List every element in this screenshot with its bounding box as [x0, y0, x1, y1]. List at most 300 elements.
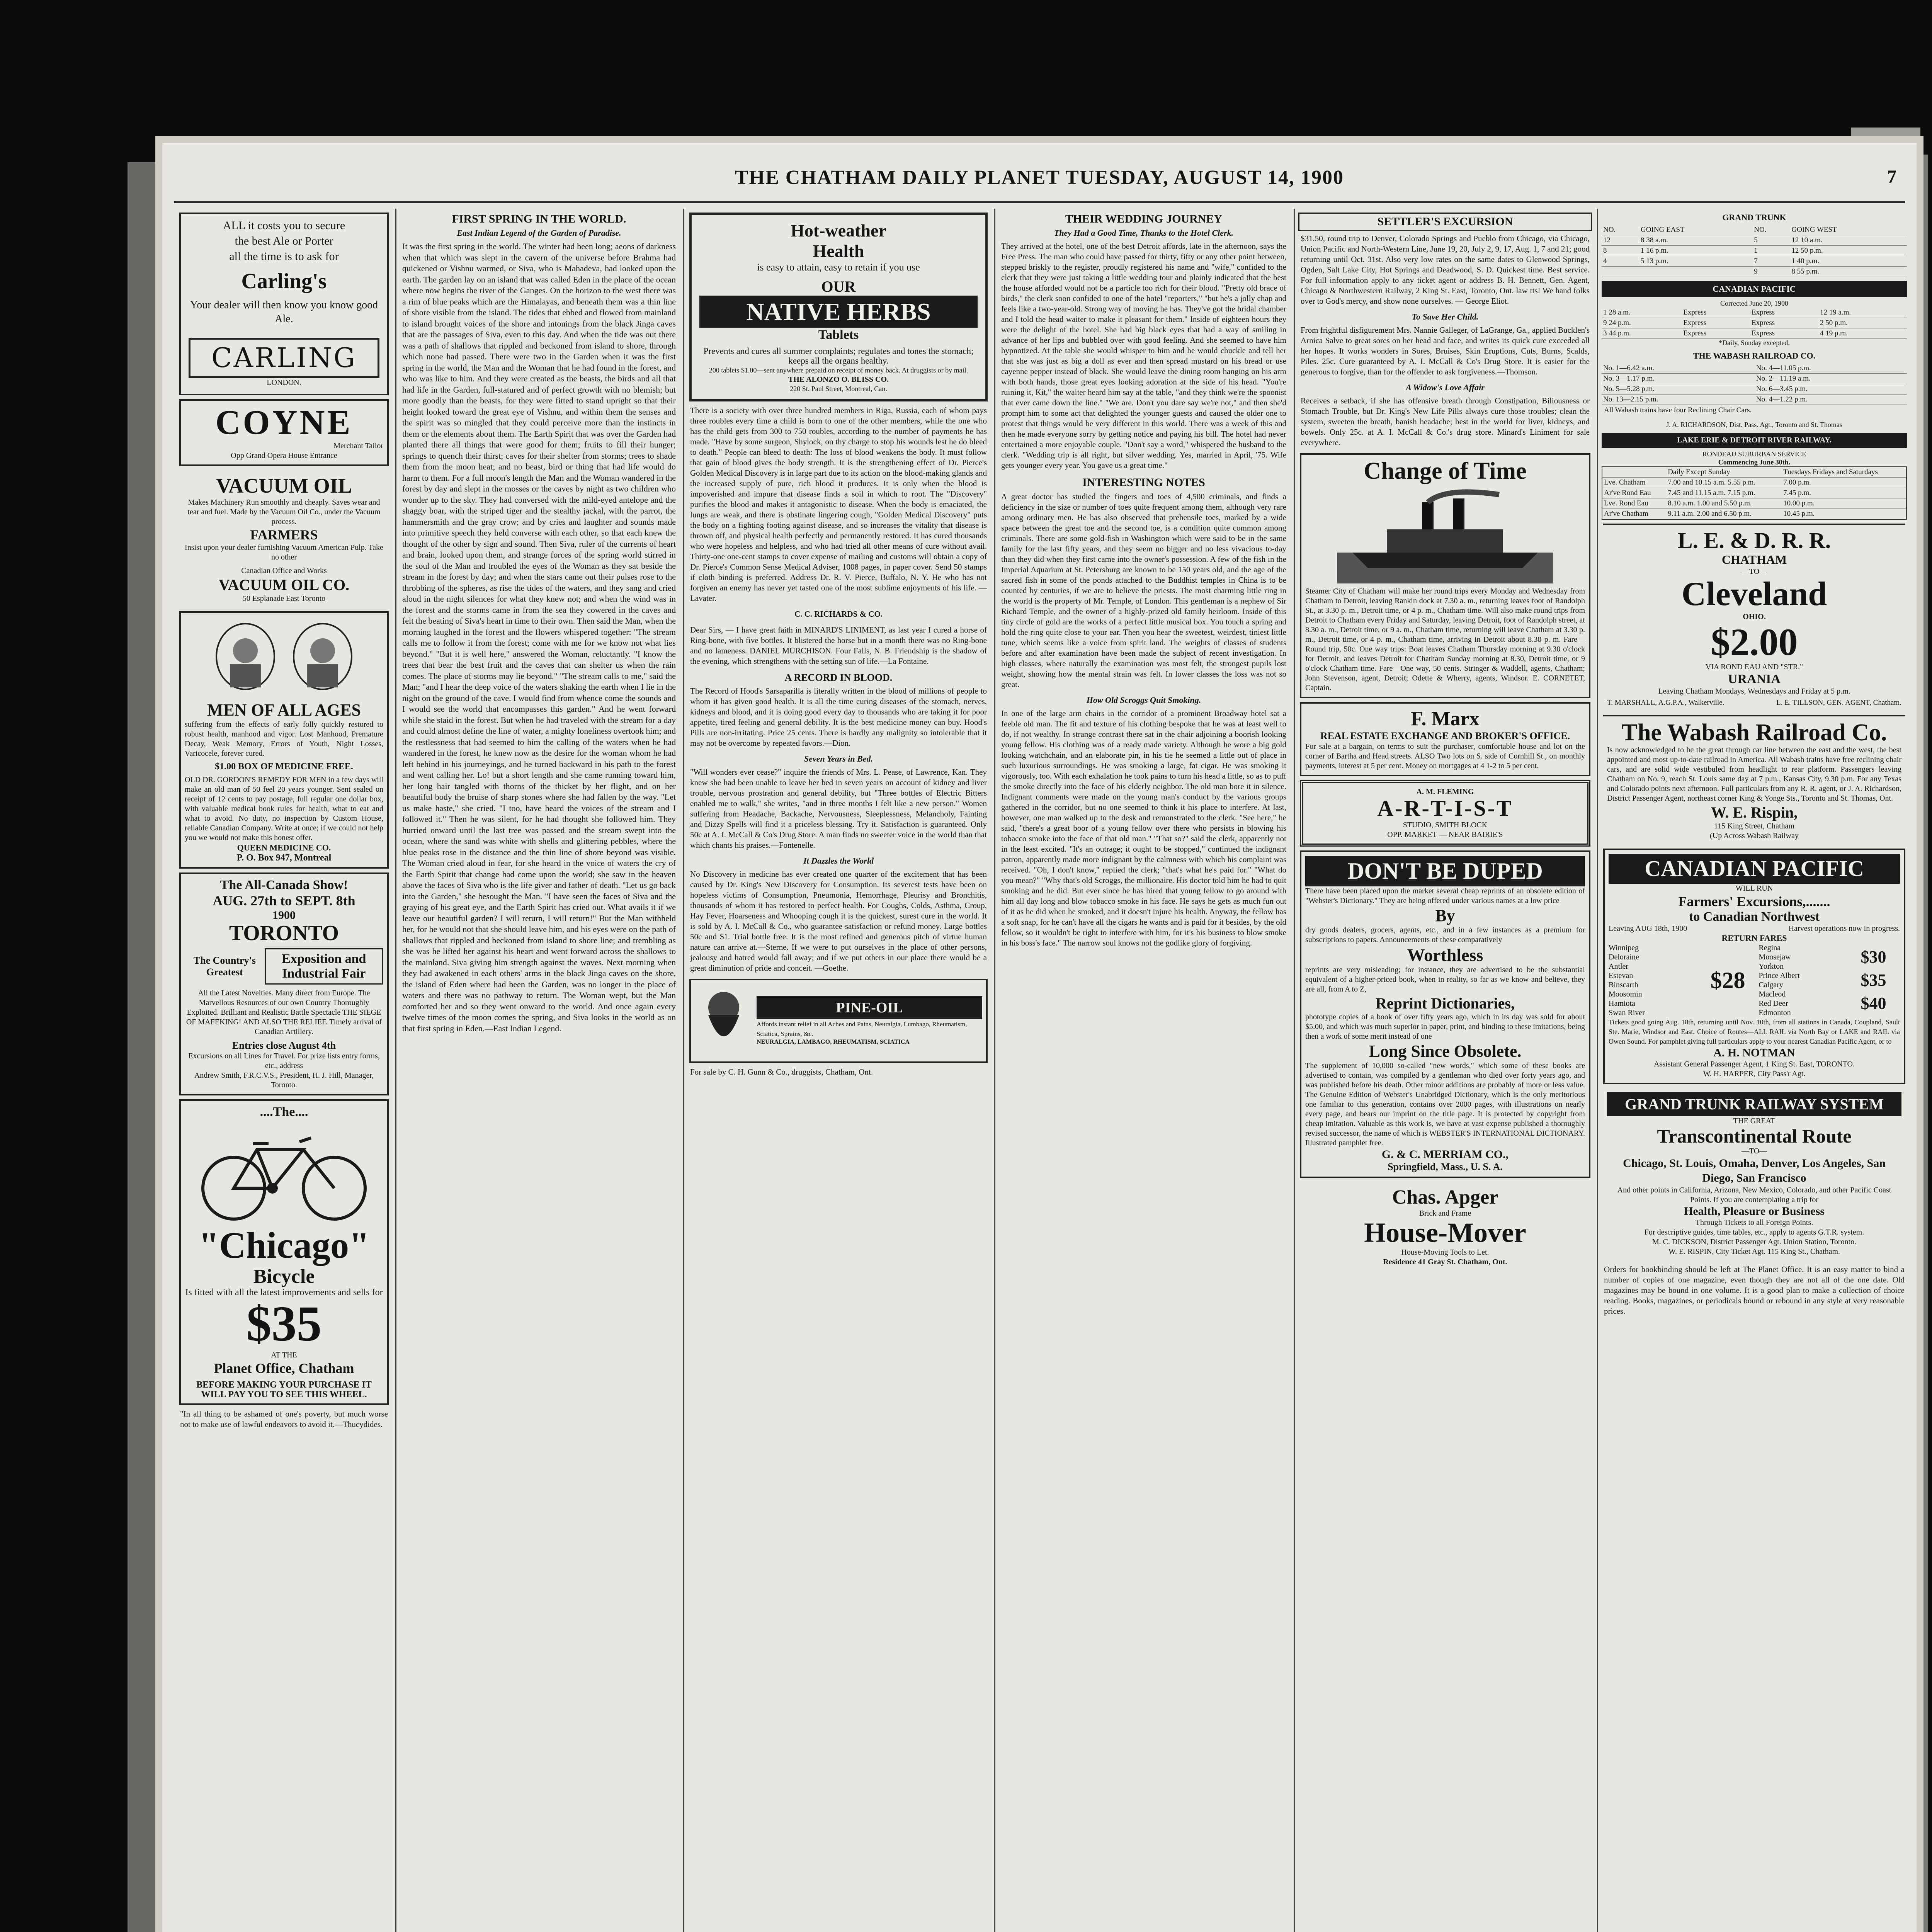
table-cell: Lve. Chatham [1602, 478, 1666, 488]
duped-body: There have been placed upon the market several cheap reprints of an obsolete edition of "Webster's Dictionary." They are being offered under various names at a low price [1305, 886, 1585, 905]
herbs-body: Prevents and cures all summer complaints; regulates and tones the stomach; keeps all the organs healthy. [703, 346, 974, 366]
planet-office: Planet Office, Chatham [214, 1360, 354, 1376]
herbs-line: is easy to attain, easy to retain if you use [757, 262, 920, 273]
column-rule [994, 209, 995, 1932]
table-cell: Express [1682, 308, 1750, 318]
vacuum-address: 50 Esplanade East Toronto [242, 594, 326, 603]
rispin-city-agent: W. E. RISPIN, City Ticket Agt. 115 King St., Chatham. [1668, 1247, 1840, 1256]
route-to: —TO— [1741, 1146, 1767, 1155]
lake-erie-subtitle: RONDEAU SUBURBAN SERVICE [1702, 450, 1806, 458]
table-cell: 8 [1602, 246, 1639, 256]
chicago-bicycle-ad [179, 1099, 389, 1405]
marx-ad [1300, 702, 1590, 776]
station-name: Edmonton [1759, 1009, 1791, 1017]
table-cell: 12 10 a.m. [1790, 235, 1907, 246]
change-of-time-ad [1300, 453, 1590, 698]
column-header [1602, 467, 1666, 478]
notman-address: Assistant General Passenger Agent, 1 King St. East, TORONTO. [1654, 1060, 1855, 1069]
table-row [1602, 267, 1907, 277]
table-cell: No. 6—3.45 p.m. [1755, 384, 1907, 395]
led-via: VIA ROND EAU AND "STR." [1705, 663, 1803, 672]
station-name: Moosomin [1609, 990, 1642, 999]
fare-price: $30 [1861, 947, 1886, 967]
table-cell: 1 [1752, 246, 1790, 256]
table-cell: 7.00 and 10.15 a.m. 5.55 p.m. [1666, 478, 1782, 488]
coyne-address: Opp Grand Opera House Entrance [231, 451, 337, 460]
table-cell: 9 [1752, 267, 1790, 277]
marx-name: F. Marx [1411, 708, 1480, 730]
show-excursions: Excursions on all Lines for Travel. For prize lists entry forms, etc., address [188, 1052, 380, 1070]
obsolete-label: Long Since Obsolete. [1369, 1041, 1522, 1061]
cp2-leaving: Leaving AUG 18th, 1900 [1609, 924, 1687, 933]
vacuum-body: Makes Machinery Run smoothly and cheaply. Saves wear and tear and fuel. Made by the Vacuum Oil Co., under the Vacuum process. [187, 498, 381, 526]
carling-line: the best Ale or Porter [235, 235, 333, 247]
health-label: Health, Pleasure or Business [1684, 1204, 1825, 1218]
column-3 [688, 209, 989, 1932]
cp2-will-run: WILL RUN [1735, 884, 1773, 893]
dickson-name: M. C. DICKSON, District Passenger Agt. Union Station, Toronto. [1652, 1237, 1857, 1246]
wabash-note: All Wabash trains have four Reclining Chair Cars. [1604, 406, 1752, 414]
vacuum-office: Canadian Office and Works [241, 566, 327, 575]
table-row [1602, 488, 1906, 498]
canadian-pacific-header: CANADIAN PACIFIC [1602, 281, 1907, 297]
richards-name: C. C. RICHARDS & CO. [794, 609, 883, 619]
widow-headline: A Widow's Love Affair [1406, 383, 1485, 392]
table-cell: 5 [1752, 235, 1790, 246]
apger-name: Chas. Apger [1392, 1186, 1498, 1208]
notman-name: A. H. NOTMAN [1713, 1046, 1795, 1060]
masthead-title: THE CHATHAM DAILY PLANET TUESDAY, AUGUST 14, 1900 [735, 167, 1344, 189]
table-cell: 7.00 p.m. [1782, 478, 1906, 488]
show-dates: AUG. 27th to SEPT. 8th [213, 893, 355, 908]
cp-corrected: Corrected June 20, 1900 [1720, 299, 1788, 307]
bookbinding-notice: Orders for bookbinding should be left at The Planet Office. It is an easy matter to bind a number of copies of one magazine, even though they are not all of the one date. Old magazines may be bound in one volume. It is a good plan to make a collection of choice reading. Books, magazines, or periodicals bound or rebound in any style at very reasonable prices. [1604, 1264, 1905, 1316]
men-body: suffering from the effects of early folly quickly restored to robust health, manhood and vigor. Lost Manhood, Premature Decay, Weak Memory, Errors of Youth, Night Losses, Varicocele, forever cured. [185, 720, 383, 758]
table-cell: Ar've Chatham [1602, 509, 1666, 520]
column-2-article [400, 209, 678, 1932]
duped-headline: DON'T BE DUPED [1305, 856, 1585, 886]
cp2-mid-price: $28 [1710, 967, 1745, 993]
pine-oil-ad [689, 979, 988, 1063]
column-4 [999, 209, 1289, 1932]
table-cell: Express [1682, 328, 1750, 339]
table-cell: 10.00 p.m. [1782, 498, 1906, 509]
marx-body: For sale at a bargain, on terms to suit the purchaser, comfortable house and lot on the corner of Bartha and Head streets. ALSO Two lots on S. side of Cornhill St., on monthly payments, interest at 5 per cent. Money on mortgages at 4 1-2 to 5 per cent. [1305, 742, 1585, 770]
interesting-notes-headline: INTERESTING NOTES [1082, 476, 1205, 489]
cp2-return: RETURN FARES [1721, 933, 1787, 943]
table-row [1602, 384, 1907, 395]
col3-body-1: There is a society with over three hundred members in Riga, Russia, each of whom pays three roubles every time a child is born to one of the other members, while the one who has the child gets from 300 to 750 roubles, according to the number of payments he has made. "Have by some surgeon, Shylock, on thy charge to stop his wounds lest he do bleed to death." People can bleed to death: The loss of blood weakens the body. It must follow that gain of blood gives the body strength. It is the strengthening effect of Dr. Pierce's Golden Medical Discovery is in large part due to its action on the blood-making glands and the increased supply of pure, rich blood it produces. It is only when the blood is impoverished and impure that disease finds a soil in which to root. The "Discovery" purifies the blood and makes it antagonistic to disease. When the body is emaciated, the lungs are weak, and there is obstinate lingering cough, "Golden Medical Discovery" puts the body on a fighting footing against disease, and so increases the vitality that disease is thrown off, and physical health perfectly and permanently restored. It has cured thousands who were hopeless and helpless, and who had tried all other means of cure without avail. Thirty-one one-cent stamps to cover expense of mailing and customs will obtain a copy of Dr. Pierce's Common Sense Medical Adviser, 1008 pages, in paper cover. Send 50 stamps if cloth binding is preferred. Address Dr. R. V. Pierce, Buffalo, N. Y. He who has not forgiven an enemy has never yet tasted one of the most sublime enjoyments of his life. —Lavater. [690, 406, 987, 603]
herbs-price: 200 tablets $1.00—sent anywhere prepaid on receipt of money back. At druggists or by mail. [709, 366, 968, 374]
table-cell: 9.11 a.m. 2.00 and 6.50 p.m. [1666, 509, 1782, 520]
smoking-headline: How Old Scroggs Quit Smoking. [1086, 695, 1201, 705]
cp2-title: CANADIAN PACIFIC [1609, 854, 1900, 884]
route-title: Transcontinental Route [1657, 1125, 1852, 1147]
station-name: Moosejaw [1759, 953, 1791, 962]
wedding-journey-headline: THEIR WEDDING JOURNEY [1065, 213, 1223, 225]
descriptive-guides: For descriptive guides, time tables, etc., apply to agents G.T.R. system. [1644, 1228, 1864, 1236]
show-title: The All-Canada Show! [220, 878, 348, 892]
table-row [1602, 318, 1907, 328]
before-purchase: BEFORE MAKING YOUR PURCHASE IT WILL PAY YOU TO SEE THIS WHEEL. [196, 1379, 372, 1400]
pine-oil-tag: NEURALGIA, LAMBAGO, RHEUMATISM, SCIATICA [757, 1039, 910, 1046]
lake-erie-header: LAKE ERIE & DETROIT RIVER RAILWAY. [1602, 433, 1907, 448]
canadian-pacific-table [1602, 308, 1907, 339]
fleming-name: A. M. FLEMING [1416, 787, 1474, 796]
thucydides-quote: "In all thing to be ashamed of one's poverty, but much worse not to make use of lawful endeavors to avoid it.—Thucydides. [180, 1409, 388, 1429]
widow-body: Receives a setback, if she has offensive breath through Constipation, Biliousness or Stomach Trouble, but Dr. King's New Life Pills always cure those troubles; clean the system, sweeten the breath, banish headache; best in the world for liver, kidneys, and bowels. Only 25c. at A. I. McCall & Co.'s drug store. Minard's Liniment for sale everywhere. [1301, 396, 1590, 447]
fare-price: $35 [1861, 971, 1886, 990]
table-cell: 1 28 a.m. [1602, 308, 1682, 318]
station-name: Regina [1759, 944, 1781, 952]
station-name: Red Deer [1759, 999, 1788, 1008]
table-cell: 8 55 p.m. [1790, 267, 1907, 277]
change-body: Steamer City of Chatham will make her round trips every Monday and Wednesday from Chatham to Detroit, leaving Rankin dock at 7.30 a. m., returning leaves foot of Randolph St., at 3.30 p. m., Detroit time, or 4 p. m., Chatham time. Will also make round trips from Detroit to Chatham every Friday and Saturday, leaving Detroit, foot of Randolph street, at 8.30 a. m., Detroit time, or 9 a. m., Chatham time, returning will leave Chatham at 3.30 p. m., Detroit time, or 4 p. m., Chatham time, arriving in Detroit about 8.30 p. m. Fare—Round trip, 50c. One way trips: Boat leaves Chatham Thursday morning at 9.30 o'clock for Detroit, and leaves Detroit for Chatham Sunday morning at 8.30, Detroit time, or 9 o'clock Chatham time. Fare—One way, 50 cents. Stringer & Waddell, agents, Chatham; John Stevenson, agent, Detroit; Odette & Wherry, agents, Windsor. E. CORNETET, Captain. [1305, 587, 1585, 692]
herbs-company: THE ALONZO O. BLISS CO. [788, 375, 889, 384]
harper-name: W. H. HARPER, City Pass'r Agt. [1703, 1070, 1806, 1078]
herbs-address: 220 St. Paul Street, Montreal, Can. [790, 385, 887, 393]
station-name: Winnipeg [1609, 944, 1639, 952]
chicago-name: "Chicago" [198, 1225, 370, 1266]
worthless-label: Worthless [1407, 945, 1483, 965]
table-header-row [1602, 225, 1907, 235]
seven-years-headline: Seven Years in Bed. [804, 754, 873, 764]
table-row [1602, 308, 1907, 318]
wabash-title: The Wabash Railroad Co. [1621, 719, 1887, 746]
table-header-row [1602, 467, 1906, 478]
table-cell: No. 5—5.28 p.m. [1602, 384, 1755, 395]
pine-oil-text [757, 996, 982, 1046]
column-header: NO. [1602, 225, 1639, 235]
table-cell: 12 50 p.m. [1790, 246, 1907, 256]
col3-body-4: "Will wonders ever cease?" inquire the friends of Mrs. L. Pease, of Lawrence, Kan. They knew she had been unable to leave her bed in seven years on account of kidney and liver trouble, nervous prostration and general debility, but "Three bottles of Electric Bitters enabled me to walk," she writes, "and in three months I felt like a new person." Women suffering from Headache, Backache, Nervousness, Sleeplessness, Melancholy, Fainting and Dizzy Spells will find it a priceless blessing. Try it. Satisfaction is guaranteed. Only 50c at A. I. McCall & Co's Drug Store. A man finds no sweeter voice in the world than that which chants his praises.—Fontenelle. [690, 767, 987, 850]
table-cell: No. 1—6.42 a.m. [1602, 363, 1755, 374]
table-cell: 12 [1602, 235, 1639, 246]
led-rr-ad [1603, 524, 1905, 711]
table-row [1602, 374, 1907, 384]
table-row [1602, 498, 1906, 509]
table-cell: 2 50 p.m. [1818, 318, 1907, 328]
men-body-2: OLD DR. GORDON'S REMEDY FOR MEN in a few days will make an old man of 50 feel 20 years younger. Sent sealed on receipt of 12 cents to pay postage, full regular one dollar box, with valuable medical book rules for health, what to eat and what to avoid. No duty, no inspection by Custom House, reliable Canadian Company. Write at once; if we could not help you we would not make this honest offer. [185, 775, 383, 842]
column-header: NO. [1752, 225, 1790, 235]
herbs-head-1: Hot-weather [791, 221, 886, 240]
wabash-railroad-ad [1603, 715, 1905, 845]
station-name: Binscarth [1609, 981, 1638, 990]
column-rule [1597, 209, 1598, 1932]
gtr-title: GRAND TRUNK RAILWAY SYSTEM [1607, 1092, 1901, 1116]
urania-label: URANIA [1728, 672, 1781, 687]
carling-logo-text: CARLING [189, 338, 379, 378]
grand-trunk-table [1602, 225, 1907, 277]
ohio-label: OHIO. [1743, 612, 1766, 621]
coyne-name: COYNE [215, 403, 353, 442]
cp-note: *Daily, Sunday excepted. [1719, 339, 1790, 347]
table-cell: Express [1750, 328, 1818, 339]
column-header: GOING WEST [1790, 225, 1907, 235]
cp2-body: Tickets good going Aug. 18th, returning until Nov. 10th, from all stations in Canada, Coupland, Sault Ste. Marie, Windsor and East. Choice of Routes—ALL RAIL via North Bay or LAKE and RAIL via Owen Sound. For pamphlet giving full particulars apply to your nearest Canadian Pacific Agent, or to [1609, 1018, 1900, 1046]
column-header: Daily Except Sunday [1666, 467, 1782, 478]
men-title: MEN OF ALL AGES [207, 700, 361, 719]
col3-body-5: No Discovery in medicine has ever created one quarter of the excitement that has been caused by Dr. King's New Discovery for Consumption. Its severest tests have been on hopeless victims of Consumption, Pneumonia, Hemorrhage, Pleurisy and Bronchitis, thousands of whom it has restored to perfect health. For Coughs, Colds, Asthma, Croup, Hay Fever, Hoarseness and Whooping cough it is the quickest, surest cure in the world. It is sold by A. I. McCall & Co., who guarantee satisfaction or refund money. Large bottles 50c and $1. Trial bottle free. It is the most refined and generous pitch of virtue human nature can arrive at.—Sterne. If we were to put ourselves in the place of other persons, jealousy and hatred would fall away; and if we put others in our place there would be a great diminution of pride and conceit. —Goethe. [690, 869, 987, 973]
table-cell: Ar've Rond Eau [1602, 488, 1666, 498]
herbs-our: OUR [821, 278, 856, 295]
table-row [1602, 363, 1907, 374]
col3-body-2: Dear Sirs, — I have great faith in MINARD'S LINIMENT, as last year I cured a horse of Ring-bone, with five bottles. It blistered the horse but in a month there was no Ring-bone and no lameness. DANIEL MURCHISON. Four Falls, N. B. Friendship is the shadow of the evening, which strengthens with the setting sun of life.—La Fontaine. [690, 625, 987, 666]
bicycle-price: $35 [246, 1296, 322, 1352]
table-cell: 9 24 p.m. [1602, 318, 1682, 328]
table-row [1602, 235, 1907, 246]
table-cell: 1 40 p.m. [1790, 256, 1907, 267]
portrait-engraving-icon [203, 620, 365, 697]
route-body: And other points in California, Arizona, New Mexico, Colorado, and other Pacific Coast Points. If you are contemplating a trip for [1617, 1185, 1891, 1204]
dont-be-duped-ad [1300, 850, 1590, 1178]
rispin-address: 115 King Street, Chatham [1714, 822, 1795, 831]
column-5 [1298, 209, 1592, 1932]
table-cell: 3 44 p.m. [1602, 328, 1682, 339]
wedding-journey-body: They arrived at the hotel, one of the best Detroit affords, late in the afternoon, says the Free Press. The man who could have passed for thirty, fifty or any other point between, stepped briskly to the register, proudly registered his name and "wife," confided to the clerk that they were just taking a little wedding tour and plainly indicated that the best the house afforded would not be a particle too rich for their blood. "Pretty old brace of birds," the clerk soon confided to one of the hotel "reporters," "but he's a jolly chap and feels like a two-year-old. Strong way of moving he has. They've got the bridal chamber and I told the head waiter to make it pleasant for them." Inside of eighteen hours they were the delight of the hotel. She had big black eyes that had a way of smiling in advance of her lips and bubbled over with good feeling. And she seemed to have him hypnotized. At the table she would whisper to him and he would chuckle and tell her that she was just as big a doll as ever and then spread mustard on his bread or use cayenne pepper instead of black. She would leave the dining room hanging on his arm with both hands, those great eyes looking adoration at the side of his head. "You're ruining it, Kit," the waiter heard him say at the table, "and they think we're the spoonist that ever came down the line." "We are. Don't you dare say we're not," and then she'd prompt him to some act that delighted the younger guests and caused the older one to protest that things would be very different in this world. There was a week of this and then he made everyone sorry by getting notice and paying his bill. The hotel had never entertained a more enjoyable couple. "Don't say a word," whispered the husband to the clerk. "Wedding trip is all right, but silver wedding. Yes, married in April, '75. Wife gets younger every year. You gave us a great time." [1001, 242, 1286, 470]
column-header: GOING EAST [1639, 225, 1752, 235]
station-name: Macleod [1759, 990, 1786, 999]
at-the: AT THE [271, 1350, 297, 1359]
cp2-harvest: Harvest operations now in progress. [1788, 924, 1900, 933]
table-cell: Express [1750, 318, 1818, 328]
steamer-icon [1337, 487, 1553, 583]
save-child-body: From frightful disfigurement Mrs. Nannie Galleger, of LaGrange, Ga., applied Bucklen's Arnica Salve to great sores on her head and face, and writes its quick cure exceeded all her hopes. It works wonders in Sores, Bruises, Skin Eruptions, Cuts, Burns, Scalds, Piles. 25c. Cure guaranteed by A. I. McCall & Co's Drug Store. It is easier for the generous to forgive, than for the offender to ask forgiveness.—Thomson. [1301, 325, 1590, 376]
table-cell: 12 19 a.m. [1818, 308, 1907, 318]
fleming-ad [1300, 780, 1590, 847]
wedding-journey-subhead: They Had a Good Time, Thanks to the Hotel Clerk. [1054, 228, 1234, 238]
wabash-table [1602, 363, 1907, 405]
cp2-right-list [1759, 943, 1847, 1017]
vacuum-title: VACUUM OIL [216, 474, 352, 497]
bicycle-label: Bicycle [253, 1265, 315, 1288]
native-herbs-ad [689, 213, 988, 401]
pine-oil-name: PINE-OIL [757, 996, 982, 1019]
table-cell: 5 13 p.m. [1639, 256, 1752, 267]
dazzles-headline: It Dazzles the World [803, 856, 874, 866]
apger-body: House-Moving Tools to Let. [1401, 1248, 1489, 1257]
route-cities: Chicago, St. Louis, Omaha, Denver, Los Angeles, San Diego, San Francisco [1623, 1156, 1886, 1184]
cp2-price-list [1847, 946, 1900, 1015]
table-cell: No. 4—1.22 p.m. [1755, 395, 1907, 405]
table-cell: 4 19 p.m. [1818, 328, 1907, 339]
house-mover-label: House-Mover [1364, 1217, 1526, 1248]
table-row [1602, 256, 1907, 267]
save-child-headline: To Save Her Child. [1412, 312, 1479, 321]
herbs-tablets: Tablets [818, 328, 859, 342]
vacuum-company: VACUUM OIL CO. [218, 576, 350, 594]
pine-oil-body: Affords instant relief in all Aches and Pains, Neuralgia, Lumbago, Rheumatism, Sciatica, Sprains, &c. [757, 1020, 967, 1038]
show-contact: Andrew Smith, F.R.C.V.S., President, H. J. Hill, Manager, Toronto. [194, 1071, 374, 1090]
merriam-address: Springfield, Mass., U. S. A. [1388, 1161, 1503, 1172]
duped-body-5: The supplement of 10,000 so-called "new words," which some of these books are advertised to contain, was compiled by a gentleman who died over forty years ago, and was published before his death. Other minor additions are probably of more or less value. The Genuine Edition of Webster's Unabridged Dictionary, which is the only meritorious one familiar to this generation, contains over 2000 pages, with illustrations on nearly every page, and bears our imprint on the title page. It is protected by copyright from cheap imitation. Valuable as this work is, we have at vast expense published a thoroughly revised successor, the name of which is WEBSTER'S INTERNATIONAL DICTIONARY. Illustrated pamphlet free. [1305, 1061, 1585, 1147]
men-company: QUEEN MEDICINE CO. [237, 842, 331, 852]
carling-logo [189, 338, 379, 388]
men-of-all-ages-ad [179, 611, 389, 869]
artist-label: A-R-T-I-S-T [1377, 796, 1513, 821]
table-row [1602, 395, 1907, 405]
station-name: Swan River [1609, 1009, 1645, 1017]
duped-body-4: phototype copies of a book of over fifty years ago, which in its day was sold for about $5.00, and which was much superior in paper, print, and binding to these imitations, being then a work of some merit instead of one [1305, 1012, 1585, 1041]
show-banner [185, 948, 383, 985]
cp2-fares [1609, 943, 1900, 1017]
table-cell: Express [1750, 308, 1818, 318]
apger-ad [1300, 1182, 1590, 1271]
table-cell: No. 2—11.19 a.m. [1755, 374, 1907, 384]
led-schedule: Leaving Chatham Mondays, Wednesdays and Friday at 5 p.m. [1658, 687, 1850, 696]
canadian-pacific-excursion-ad [1603, 849, 1905, 1084]
settlers-excursion-headline: SETTLER'S EXCURSION [1298, 213, 1592, 231]
table-row [1602, 509, 1906, 520]
pine-oil-sale: For sale by C. H. Gunn & Co., druggists, Chatham, Ont. [690, 1067, 873, 1077]
show-city: TORONTO [229, 921, 339, 945]
grand-trunk-header: GRAND TRUNK [1722, 213, 1786, 222]
table-cell: 8.10 a.m. 1.00 and 5.50 p.m. [1666, 498, 1782, 509]
table-cell: No. 3—1.17 p.m. [1602, 374, 1755, 384]
all-canada-show-ad [179, 872, 389, 1096]
first-spring-body: It was the first spring in the world. The winter had been long; aeons of darkness when that which was slept in the cavern of the universe before Brahma had quickened or Vishnu warmed, or Siva, who is Mahadeva, had looked upon the earth. The garden lay on an island that was called Eden in the place of the ocean where now begins the river of the Ganges. On the horizon to the west there was a rim of blue peaks which are the Himalayas, and beneath them was a thin line of shore visible from the island. The tides that ebbed and flowed from mainland to island brought voices of the shore and intonings from the black Jinga caves that are the passages of Siva, even to this day. And when the tide was out there was a path of shallows that rippled and beckoned from island to shore, through which none had passed. There were two in the Garden when it was the first spring in the world, the Man and the Woman that he had found in the forest, and who was like to him. And they were created as the beasts, the birds and all that had life in the Garden, full-statured and of perfect growth with no blemish; but more goodly than the beasts, for they were fitted to stand upright so that their height looked toward the great eye of Vishnu, and within them the senses and the spirit was so mingled that they could perceive more than the instincts in them or the elements about them. The Earth Spirit that was over the Garden had planted there all things that were good for them; fruits to fill their hunger; springs to quench their thirst; caves for their shelter from storms; trees to shade them from the moon heat; and no beast, bird or thing that had life would do harm to them. For a full moon's length the Man and the Woman wandered in the forest by day and slept in the mosses or the caves by night as two children who wonder up to the sky. They had conversed with the mild-eyed antelope and the shaggy boar, with the striped tiger and the stealthy jackal, with the parrot, the hammersmith and the gray crow; and by cries and laughter and sounds made into primitive speech they held converse with each other, so that each knew the thought of the other by sign and sound. Then Siva, ruler of the currents of heart and brain, looked upon them, and strange forces of the spring world stirred in the soul of the Man and troubled the eyes of the Woman as they sat beside the stream in the forest by day; and when the stars came out their pulses rose to the throbbing of the spheres, as rise the tides of the waters, and they sang and cried aloud in the night silences for what they knew not; and when the wind was in the forest and the storms came in from the sea they cowered in the caves and felt the beating of Siva's heart in time to their own. Then said the Man, when the morning laughed in the forest and the flowers whispered together: "The stream calls me to follow it from the forest; come with me for we know not what lies beyond." "But it is well here," answered the Woman, reluctantly. "I know the trees that bear the best fruit and the caves that can shelter us when the rain comes. The place of storms may lie beyond." "The stream calls to me," said the Man; "and I hear the deep voice of the waters shaking the earth when I lie in the night on the ground of the cave. I would find from whence come the sounds and I would see the world that encompasses this garden." And he went forward while she staid in the forest. But when he had traveled with the stream for a day and could almost define the line of water, a mighty loneliness overtook him; and the restlessness that had seemed to him the calling of the waters when he had wandered in the forest, he knew now as the desire for the woman whom he had left behind in his journeyings, and he turned backward in his path to the forest and went calling her. Lo! but a short length and she came running toward him, her long hair tangled with thorns of the thicket by her flight, and on her beautiful body the bruise of sharp stones where she had fallen by the way. "Let us make haste," she cried. "I too, have heard the voices of the stream and I followed it." Then he was silent, for he had thought she followed him. They hurried onward until the last tree was passed and the stream swept into the ocean, where the sand was white with shells and glittering pebbles, where the blue peaks rose in the distance and the thin line of shore beyond was visible. The Woman cried aloud in fear, for she heard in the voice of waters the cry of the Earth Spirit that change had come upon the world; she saw in the heaven above the faces of Siva who is the life giver and father of death. "Let us go back into the Garden," she besought the Man. "I have seen the faces of Siva and the graying of his great eye, and the Earth Spirit has cried out. What avails it if we leave our beautiful garden? I will return, I will return!" But the Man withheld her, for he would not that she should leave him, and his eyes were on the path of shallows that rippled and beckoned from island to shore line; and trembling as she was he lifted her against his heart and went forward across the shallows to the mainland. Siva giving him strength against the waves. Next morning when they had awakened in each others' arms in the black Jinga caves on the shore, the island of Eden where had been the Garden, was no longer in the place of waters and there was no pathway to return. The Woman wept, but the Man comforted her and so they went onward to the world. And once again every twelve times of the moon comes the spring, and Siva looks in the world as on that first spring in Eden.—East Indian Legend. [402, 242, 676, 1033]
table-cell: 7 [1752, 256, 1790, 267]
table-cell [1602, 267, 1639, 277]
lake-erie-table [1602, 466, 1907, 520]
wabash-agent: J. A. RICHARDSON, Dist. Pass. Agt., Toronto and St. Thomas [1666, 421, 1842, 429]
herbs-native: NATIVE HERBS [699, 296, 978, 328]
record-headline: A RECORD IN BLOOD. [784, 672, 893, 684]
bicycle-icon [195, 1122, 373, 1223]
station-name: Antler [1609, 962, 1629, 971]
carling-city: LONDON. [267, 378, 301, 387]
table-cell: 1 16 p.m. [1639, 246, 1752, 256]
farmers-body: Insist upon your dealer furnishing Vacuum American Pulp. Take no other [185, 543, 383, 561]
bearded-man-icon [695, 984, 753, 1058]
wabash-header: THE WABASH RAILROAD CO. [1693, 351, 1816, 361]
newspaper-page [162, 143, 1917, 1932]
led-agent: T. MARSHALL, A.G.P.A., Walkerville. [1607, 699, 1725, 707]
cp2-left-list [1609, 943, 1697, 1017]
opp-market: OPP. MARKET — NEAR BAIRIE'S [1387, 830, 1503, 839]
show-body: All the Latest Novelties. Many direct from Europe. The Marvellous Resources of our own Country Thoroughly Exploited. Brilliant and Realistic Battle Spectacle THE SIEGE OF MAFEKING! AND ALSO THE RELIEF. Timely arrival of Canadian Artillery. [186, 989, 382, 1036]
farmers-label: FARMERS [250, 527, 318, 543]
table-cell: 7.45 and 11.15 a.m. 7.15 p.m. [1666, 488, 1782, 498]
duped-body-2: dry goods dealers, grocers, agents, etc., and in a few instances as a premium for subscriptions to papers. Announcements of these comparatively [1305, 925, 1585, 944]
led-price: $2.00 [1711, 621, 1798, 664]
show-year: 1900 [272, 908, 296, 922]
station-name: Hamiota [1609, 999, 1635, 1008]
led-agents [1607, 699, 1901, 707]
carling-ad [179, 213, 389, 395]
gtr-route-ad [1603, 1088, 1905, 1260]
column-rule [1294, 209, 1295, 1932]
first-spring-subhead: East Indian Legend of the Garden of Paradise. [457, 228, 621, 238]
station-name: Deloraine [1609, 953, 1639, 962]
carlings-name: Carling's [241, 269, 327, 293]
smoking-body: In one of the large arm chairs in the corridor of a prominent Broadway hotel sat a feeble old man. The fit and texture of his clothing bespoke that he was at least well to do, if not wealthy. In strange contrast there sat in the chair adjoining a boorish looking young fellow. His clothing was of a ready made variety. Although he wore a big gold looking watchchain, and an elaborate pin, in his tie he seemed a little out of place in such luxurious surroundings. He was smoking a large, fat cigar. He was smoking it vigorously, too. With each exhalation he took pains to turn his head a little, so as to puff the smoke directly into the face of his elderly neighbor. The old man bore it in silence. Indignant comments were made on the young man's conduct by the various groups gathered in the corridor, but no one seemed to think it his place to interfere. At last, however, one man walked up to the desk and remonstrated to the clerk. "See here," he said, "there's a great boor of a young fellow over there who persists in blowing his tobacco smoke into the face of that old man." "That so?" said the clerk, apparently not in the least excited. "It's an outrage; it ought to be stopped," continued the indignant patron, apparently made more indignant by the calmness with which his complaint was received. "Oh, I don't know," replied the clerk; "that's what he's paid for." "What do you mean?" "Why that's old Scroggs, the millionaire. His doctor told him he had to quit smoking and he did. But ever since he has hired that young fellow to go around with him all day long and blow tobacco smoke in his face. He says he gets as much fun out of it as he did when he smoked, and it doesn't injure his health. Anyway, the fellow has a soft snap, for he can't have all the cigars he wants and is paid for it besides, by the old fellow, so it wouldn't be right to interfere with him, for it's his business to blow smoke in his boss's face." The narrow soul knows not the godlike glory of forgiving. [1001, 709, 1286, 947]
station-name: Yorkton [1759, 962, 1784, 971]
station-name: Calgary [1759, 981, 1783, 990]
vacuum-oil-ad [179, 470, 389, 607]
men-free-offer: $1.00 BOX OF MEDICINE FREE. [215, 761, 353, 772]
fare-price: $40 [1861, 994, 1886, 1013]
table-cell: No. 4—11.05 p.m. [1755, 363, 1907, 374]
gtr-the-great: THE GREAT [1733, 1117, 1776, 1126]
station-name: Prince Albert [1759, 971, 1800, 980]
through-tickets: Through Tickets to all Foreign Points. [1695, 1218, 1813, 1227]
table-row [1602, 328, 1907, 339]
column-rule [683, 209, 684, 1932]
table-cell: 10.45 p.m. [1782, 509, 1906, 520]
led-agent: L. E. TILLSON, GEN. AGENT, Chatham. [1776, 699, 1901, 707]
carling-lines [185, 218, 383, 264]
cp2-to: to Canadian Northwest [1689, 910, 1820, 924]
duped-by: By [1435, 906, 1455, 925]
merriam-company: G. & C. MERRIAM CO., [1381, 1148, 1509, 1161]
cleveland-label: Cleveland [1681, 575, 1827, 613]
herbs-head-2: Health [813, 241, 864, 261]
page-edge-left [128, 162, 162, 1932]
table-cell [1639, 267, 1752, 277]
carling-line: ALL it costs you to secure [223, 219, 345, 232]
page-number: 7 [1887, 167, 1897, 187]
bicycle-body: Is fitted with all the latest improvements and sells for [185, 1287, 383, 1298]
settlers-excursion-body: $31.50, round trip to Denver, Colorado Springs and Pueblo from Chicago, via Chicago, Union Pacific and North-Western Line, June 19, 20, July 2, 9, 17, Aug. 1, 7 and 21; good returning until Oct. 31st. Also very low rates on the same dates to Glenwood Springs, Ogden, Salt Lake City, Hot Springs and Deadwood, S. D. Quickest time. Best service. For full information apply to any ticket agent or address B. H. Bennett, Gen. Agent, Chicago & Northwestern Railway, 2 King St. East, Toronto, Ont. law tts! We hand folks over to God's mercy, and show none ourselves. — George Eliot. [1301, 234, 1590, 306]
table-cell: No. 13—2.15 p.m. [1602, 395, 1755, 405]
column-6-railways [1602, 209, 1907, 1932]
col3-body-3: The Record of Hood's Sarsaparilla is literally written in the blood of millions of people to whom it has given good health. It is all the time curing diseases of the stomach, nerves, kidneys and blood, and it is doing good every day to thousands who are taking it for poor appetite, tired feeling and general debility. It is the best medicine money can buy. Hood's Pills are non-irritating. Price 25 cents. There is hardly any malignity so intolerable that it may not be overcome by repeated favors.—Dion. [690, 686, 987, 748]
coyne-ad [179, 399, 389, 466]
wabash-body: Is now acknowledged to be the great through car line between the east and the west, the best appointed and most up-to-date railroad in America. All Wabash trains have free reclining chair cars, and are solid wide vestibuled from headlight to rear platform. Passengers leaving Chatham on No. 9, reach St. Louis same day at 7 p.m., Kansas City, 9.30 p.m. For any Texas and Colorado points next afternoon. Full particulars from any R. R. agent, or J. A. Richardson, District Passenger Agent, northeast corner King & Yonge Sts., Toronto and St. Thomas, Ont. [1607, 746, 1901, 803]
cp2-excursions: Farmers' Excursions,....... [1678, 894, 1830, 910]
first-spring-headline: FIRST SPRING IN THE WORLD. [452, 213, 626, 225]
lake-erie-date: Commencing June 30th. [1718, 458, 1791, 466]
table-cell: 4 [1602, 256, 1639, 267]
masthead [178, 166, 1901, 197]
coyne-subtitle: Merchant Tailor [333, 441, 383, 450]
led-from: CHATHAM [1721, 552, 1787, 566]
carling-line: all the time is to ask for [229, 250, 339, 263]
table-cell: 7.45 p.m. [1782, 488, 1906, 498]
led-rr-title: L. E. & D. R. R. [1677, 528, 1831, 553]
table-cell: Lve. Rond Eau [1602, 498, 1666, 509]
men-address: P. O. Box 947, Montreal [236, 852, 332, 863]
apger-address: Residence 41 Gray St. Chatham, Ont. [1383, 1257, 1507, 1266]
show-left: The Country's Greatest [193, 955, 256, 978]
rispin-name: W. E. Rispin, [1711, 804, 1798, 821]
bicycle-the: ....The.... [260, 1105, 308, 1119]
show-entries: Entries close August 4th [232, 1040, 336, 1051]
reprint-label: Reprint Dictionaries, [1376, 994, 1515, 1012]
column-rule [395, 209, 396, 1932]
cp2-leaving-row [1609, 924, 1900, 933]
change-headline: Change of Time [1364, 458, 1527, 484]
carling-tagline: Your dealer will then know you know good Ale. [190, 299, 378, 325]
table-row [1602, 246, 1907, 256]
duped-body-3: reprints are very misleading; for instance, they are advertised to be the substantial equivalent of a higher-priced book, when in reality, so far as we know and believe, they are all, from A to Z, [1305, 965, 1585, 993]
station-name: Estevan [1609, 971, 1633, 980]
table-cell: 8 38 a.m. [1639, 235, 1752, 246]
table-row [1602, 478, 1906, 488]
interesting-notes-body: A great doctor has studied the fingers and toes of 4,500 criminals, and finds a deficiency in the size or number of toes quite frequent among them, although very rare among ordinary men. He has also observed that prehensile toes, marked by a wide space between the great toe and the second toe, is a condition quite common among criminals. There are some gold-fish in Washington which were said to be in the same family for the last fifty years, and they seem no bigger and no less vivacious to-day than they did when they first came into the owner's possession. A few of the fish in the Imperial Aquarium at St. Petersburg are known to be 150 years old, and the age of the sacred fish in some of the ponds attached to the Buddhist temples in China is to be counted by centuries, if we are to believe the priests. The most charming little ring in the world is the property of Mr. Temple, of London. This gentleman is a nephew of Sir Richard Temple, and the owner of a highly-prized old family heirloom. Inside of this tiny circle of gold are the works of a perfect little musical box. You touch a spring and hold the ring quite close to your ear. Then you hear the sweetest, weirdest, tiniest little tune, which seems like a voice from spirit land. The weights of classes of students before and after examination have been made the subject of recent investigation. In high classes, where naturally the examination was most felt, the strongest pupils lost weight, showing how the mental strain was felt. In lower classes the loss was not so great. [1001, 492, 1286, 689]
table-cell: Express [1682, 318, 1750, 328]
column-header: Tuesdays Fridays and Saturdays [1782, 467, 1906, 478]
masthead-rule [174, 201, 1905, 203]
led-to: —TO— [1741, 567, 1767, 576]
show-right: Exposition and Industrial Fair [265, 948, 383, 985]
marx-subtitle: REAL ESTATE EXCHANGE AND BROKER'S OFFICE. [1320, 730, 1570, 742]
rispin-note: (Up Across Wabash Railway [1710, 832, 1799, 840]
column-1-ads [178, 209, 390, 1932]
studio-label: STUDIO, SMITH BLOCK [1403, 820, 1488, 829]
apger-subtitle: Brick and Frame [1419, 1209, 1471, 1218]
